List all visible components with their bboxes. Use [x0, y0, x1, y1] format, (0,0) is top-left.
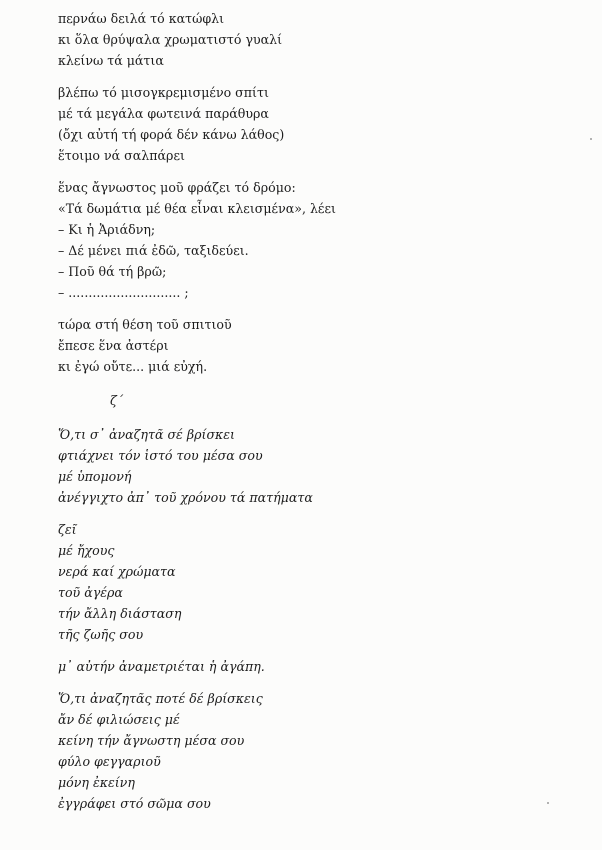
poem-line: μ᾽ αὐτήν ἀναμετριέται ἡ ἀγάπη. — [58, 659, 265, 674]
poem-line: ἔπεσε ἕνα ἀστέρι — [58, 338, 169, 353]
stanza-gap — [58, 166, 578, 177]
poem-line: «Τά δωμάτια μέ θέα εἶναι κλεισμένα», λέει — [58, 201, 336, 216]
poem-line: – Δέ μένει πιά ἐδῶ, ταξιδεύει. — [58, 243, 249, 258]
section-number: ζ΄ — [110, 393, 124, 408]
poem-line: κι ἐγώ οὔτε... μιά εὐχή. — [58, 359, 208, 374]
poem-line: (ὄχι αὐτή τή φορά δέν κάνω λάθος) — [58, 127, 285, 142]
poem-line: νερά καί χρώματα — [58, 564, 176, 579]
poem-line: περνάω δειλά τό κατώφλι — [58, 11, 225, 26]
poem-line: τοῦ ἀγέρα — [58, 585, 123, 600]
stanza — [58, 688, 578, 814]
poem-line: ἕτοιμο νά σαλπάρει — [58, 148, 185, 163]
stanza — [58, 314, 578, 377]
stanza-gap — [58, 645, 578, 656]
poem-line: κείνη τήν ἄγνωστη μέσα σου — [58, 733, 245, 748]
stanza — [58, 8, 578, 71]
poem-line: κλείνω τά μάτια — [58, 53, 164, 68]
stanza — [58, 177, 578, 303]
poem-line: μέ τά μεγάλα φωτεινά παράθυρα — [58, 106, 269, 121]
poem-line: τώρα στή θέση τοῦ σπιτιοῦ — [58, 317, 232, 332]
poem-line: τῆς ζωῆς σου — [58, 627, 144, 642]
stanza-gap — [58, 377, 578, 390]
poem-line: βλέπω τό μισογκρεμισμένο σπίτι — [58, 85, 269, 100]
poem-line: ζεῖ — [58, 522, 77, 537]
poem-line: – ............................ ; — [58, 285, 189, 300]
stanza-gap — [58, 71, 578, 82]
poem-text — [58, 8, 578, 814]
poem-line: φτιάχνει τόν ἱστό του μέσα σου — [58, 448, 263, 463]
scan-speck — [547, 802, 549, 804]
stanza-gap — [58, 508, 578, 519]
poem-line: μέ ὑπομονή — [58, 469, 132, 484]
poem-line: – Κι ἡ Ἀριάδνη; — [58, 222, 156, 237]
poem-line: ἕνας ἄγνωστος μοῦ φράζει τό δρόμο: — [58, 180, 296, 195]
poem-line: ἄν δέ φιλιώσεις μέ — [58, 712, 180, 727]
scan-speck — [590, 138, 592, 140]
poem-line: κι ὅλα θρύψαλα χρωματιστό γυαλί — [58, 32, 283, 47]
poem-line: ἐγγράφει στό σῶμα σου — [58, 796, 211, 811]
stanza-gap — [58, 411, 578, 424]
poem-line: ἀνέγγιχτο ἀπ᾽ τοῦ χρόνου τά πατήματα — [58, 490, 313, 505]
stanza — [58, 519, 578, 645]
poem-line: μέ ἤχους — [58, 543, 115, 558]
poem-line: μόνη ἐκείνη — [58, 775, 135, 790]
stanza — [58, 82, 578, 166]
stanza-gap — [58, 303, 578, 314]
poem-line: Ὅ,τι σ᾽ ἀναζητᾶ σέ βρίσκει — [58, 427, 235, 442]
poem-line: Ὅ,τι ἀναζητᾶς ποτέ δέ βρίσκεις — [58, 691, 263, 706]
stanza — [58, 424, 578, 508]
stanza — [58, 656, 578, 677]
poem-line: φύλο φεγγαριοῦ — [58, 754, 161, 769]
stanza-gap — [58, 677, 578, 688]
poem-line: τήν ἄλλη διάσταση — [58, 606, 182, 621]
poem-line: – Ποῦ θά τή βρῶ; — [58, 264, 167, 279]
